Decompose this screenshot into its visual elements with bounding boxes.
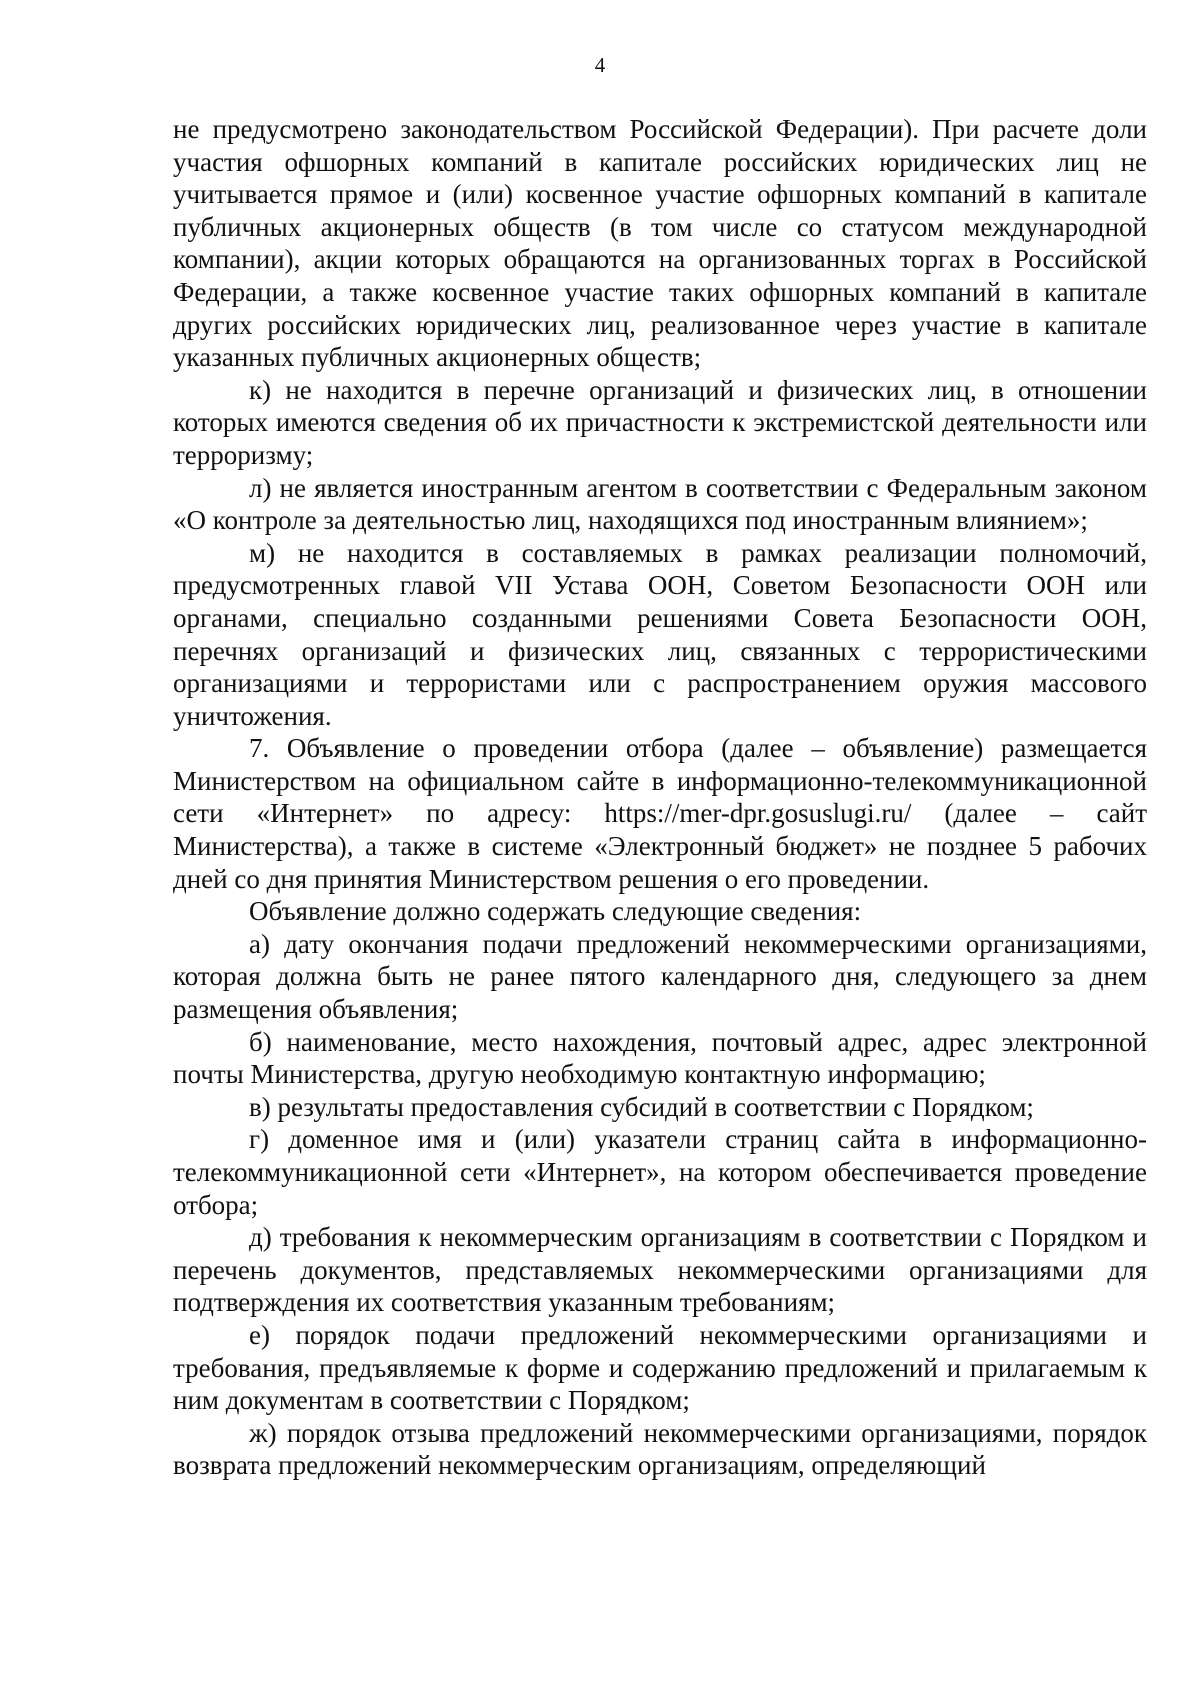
paragraph-item-zh: ж) порядок отзыва предложений некоммерческими организациями, порядок возврата предложений некоммерческим организациям, определяющий (173, 1417, 1147, 1481)
paragraph-clause-7: 7. Объявление о проведении отбора (далее – объявление) размещается Министерством на официальном сайте в информационно-телекоммуникационной сети «Интернет» по адресу: https://mer-dpr.gosuslugi.ru/ (далее – сайт Министерства), а также в системе «Электронный бюджет» не позднее 5 рабочих дней со дня принятия Министерством решения о его проведении. (173, 733, 1147, 894)
paragraph-item-b: б) наименование, место нахождения, почтовый адрес, адрес электронной почты Министерства, другую необходимую контактную информацию; (173, 1026, 1147, 1090)
paragraph-offshore-continuation: не предусмотрено законодательством Российской Федерации). При расчете доли участия офшорных компаний в капитале российских юридических лиц не учитывается прямое и (или) косвенное участие офшорных компаний в капитале публичных акционерных обществ (в том числе со статусом международной компании), акции которых обращаются на организованных торгах в Российской Федерации, а также косвенное участие таких офшорных компаний в капитале других российских юридических лиц, реализованное через участие в капитале указанных публичных акционерных обществ; (173, 114, 1147, 373)
paragraph-item-v: в) результаты предоставления субсидий в соответствии с Порядком; (249, 1091, 1034, 1122)
paragraph-item-g: г) доменное имя и (или) указатели страниц сайта в информационно-телекоммуникационной сети «Интернет», на котором обеспечивается проведение отбора; (173, 1124, 1147, 1220)
paragraph-item-l: л) не является иностранным агентом в соответствии с Федеральным законом «О контроле за деятельностью лиц, находящихся под иностранным влиянием»; (173, 472, 1147, 536)
paragraph-item-d: д) требования к некоммерческим организациям в соответствии с Порядком и перечень документов, представляемых некоммерческими организациями для подтверждения их соответствия указанным требованиям; (173, 1222, 1147, 1318)
paragraph-item-k: к) не находится в перечне организаций и физических лиц, в отношении которых имеются сведения об их причастности к экстремистской деятельности или терроризму; (173, 374, 1147, 470)
document-body (173, 113, 1147, 1482)
paragraph-announcement-contents: Объявление должно содержать следующие сведения: (249, 896, 862, 927)
paragraph-item-m: м) не находится в составляемых в рамках реализации полномочий, предусмотренных главой VII Устава ООН, Советом Безопасности ООН или органами, специально созданными решениями Совета Безопасности ООН, перечнях организаций и физических лиц, связанных с террористическими организациями и террористами или с распространением оружия массового уничтожения. (173, 537, 1147, 731)
paragraph-item-a: а) дату окончания подачи предложений некоммерческими организациями, которая должна быть не ранее пятого календарного дня, следующего за днем размещения объявления; (173, 928, 1147, 1025)
paragraph-item-e: е) порядок подачи предложений некоммерческими организациями и требования, предъявляемые к форме и содержанию предложений и прилагаемым к ним документам в соответствии с Порядком; (173, 1319, 1147, 1416)
page-number: 4 (594, 53, 606, 77)
